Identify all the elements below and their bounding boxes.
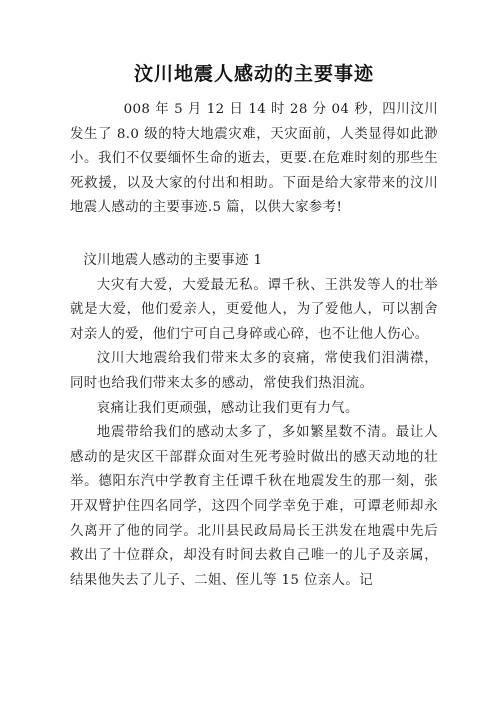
section-gap — [70, 221, 438, 249]
body-paragraph-3: 哀痛让我们更顽强，感动让我们更有力气。 — [96, 400, 359, 416]
body-paragraph-2: 汶川大地震给我们带来太多的哀痛，常使我们泪满襟，同时也给我们带来太多的感动，常使我们热泪流。 — [70, 351, 438, 391]
body-paragraph-4: 地震带给我们的感动太多了，多如繁星数不清。最让人感动的是灾区干部群众面对生死考验时做出的感天动地的壮举。德阳东汽中学教育主任谭千秋在地震发生的那一刻，张开双臂护住四名同学，这四个同学幸免于难，可谭老师却永久离开了他的同学。北川县民政局局长王洪发在地震中先后救出了十位群众，却没有时间去救自己唯一的儿子及亲属，结果他失去了儿子、二姐、侄儿等 15 位亲人。记 — [70, 425, 438, 588]
section-heading: 汶川地震人感动的主要事迹 1 — [83, 252, 263, 268]
document-title: 汶川地震人感动的主要事迹 — [133, 63, 374, 85]
intro-paragraph: 008 年 5 月 12 日 14 时 28 分 04 秒，四川汶川发生了 8.0 级的特大地震灾难，天灾面前，人类显得如此渺小。我们不仅要缅怀生命的逝去，更要.在危难时刻的那些生死救援，以及大家的付出和相助。下面是给大家带来的汶川地震人感动的主要事迹.5 篇，以供大家参考! — [70, 102, 438, 216]
body-paragraph-1: 大灾有大爱，大爱最无私。谭千秋、王洪发等人的壮举就是大爱，他们爱亲人，更爱他人，为了爱他人，可以割舍对亲人的爱，他们宁可自己身碎或心碎，也不让他人伤心。 — [70, 277, 438, 342]
